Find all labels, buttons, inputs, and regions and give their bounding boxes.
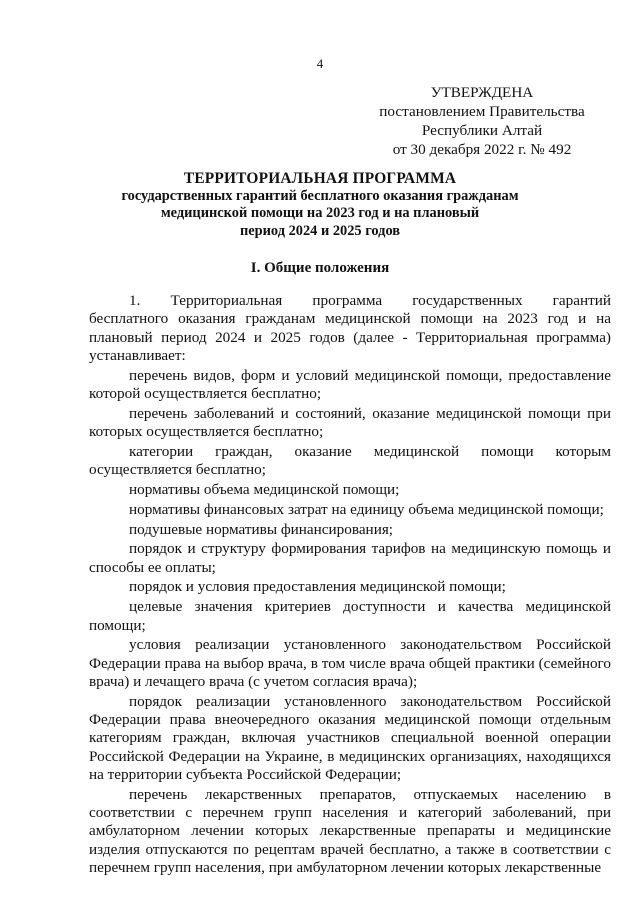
- section-heading: I. Общие положения: [250, 260, 390, 276]
- body-paragraph: перечень видов, форм и условий медицинской помощи, предоставление которой осуществляется бесплатно;: [89, 366, 611, 402]
- body-paragraph: условия реализации установленного законодательством Российской Федерации права на выбор врача, в том числе врача общей практики (семейного врача) и лечащего врача (с учетом согласия врача);: [89, 636, 611, 690]
- body-paragraph: порядок и структуру формирования тарифов на медицинскую помощь и способы ее оплаты;: [89, 540, 611, 576]
- body-paragraph: 1. Территориальная программа государственных гарантий бесплатного оказания гражданам медицинской помощи на 2023 год и на плановый период 2024 и 2025 годов (далее - Территориальная программа) устанавливает:: [89, 292, 615, 364]
- body-paragraph: перечень лекарственных препаратов, отпускаемых населению в соответствии с перечнем групп населения и категорий заболеваний, при амбулаторном лечении которых лекарственные препараты и медицинские изделия отпускаются по рецептам врачей бесплатно, а также в соответствии с перечнем групп населения, при амбулаторном лечении которых лекарственные: [89, 785, 611, 876]
- approval-stamp: [372, 83, 592, 159]
- body-paragraph: нормативы финансовых затрат на единицу объема медицинской помощи;: [129, 500, 604, 518]
- title-line: государственных гарантий бесплатного оказания гражданам: [121, 187, 519, 204]
- title-main: ТЕРРИТОРИАЛЬНАЯ ПРОГРАММА: [183, 170, 457, 187]
- body-paragraph: порядок реализации установленного законодательством Российской Федерации права внеочередного оказания медицинской помощи отдельным категориям граждан, включая участников специальной военной операции Российской Федерации на Украине, в медицинских организациях, находящихся на территории субъекта Российской Федерации;: [89, 692, 611, 783]
- approval-line: постановлением Правительства: [379, 103, 585, 120]
- approval-line: от 30 декабря 2022 г. № 492: [392, 141, 572, 158]
- approval-line: Республики Алтай: [421, 122, 543, 139]
- body-paragraph: перечень заболеваний и состояний, оказание медицинской помощи при которых осуществляется бесплатно;: [89, 404, 611, 441]
- body-paragraph: нормативы объема медицинской помощи;: [129, 480, 400, 498]
- body-paragraph: категории граждан, оказание медицинской помощи которым осуществляется бесплатно;: [89, 442, 611, 479]
- approval-line: УТВЕРЖДЕНА: [430, 84, 534, 101]
- page-number: 4: [316, 56, 324, 71]
- body-paragraph: порядок и условия предоставления медицинской помощи;: [129, 578, 506, 596]
- body-paragraph: подушевые нормативы финансирования;: [129, 520, 394, 538]
- title-line: медицинской помощи на 2023 год и на плановый: [160, 205, 480, 221]
- title-line: период 2024 и 2025 годов: [239, 222, 401, 239]
- document-title: [90, 170, 550, 240]
- document-body: [89, 292, 615, 877]
- body-paragraph: целевые значения критериев доступности и качества медицинской помощи;: [89, 598, 611, 634]
